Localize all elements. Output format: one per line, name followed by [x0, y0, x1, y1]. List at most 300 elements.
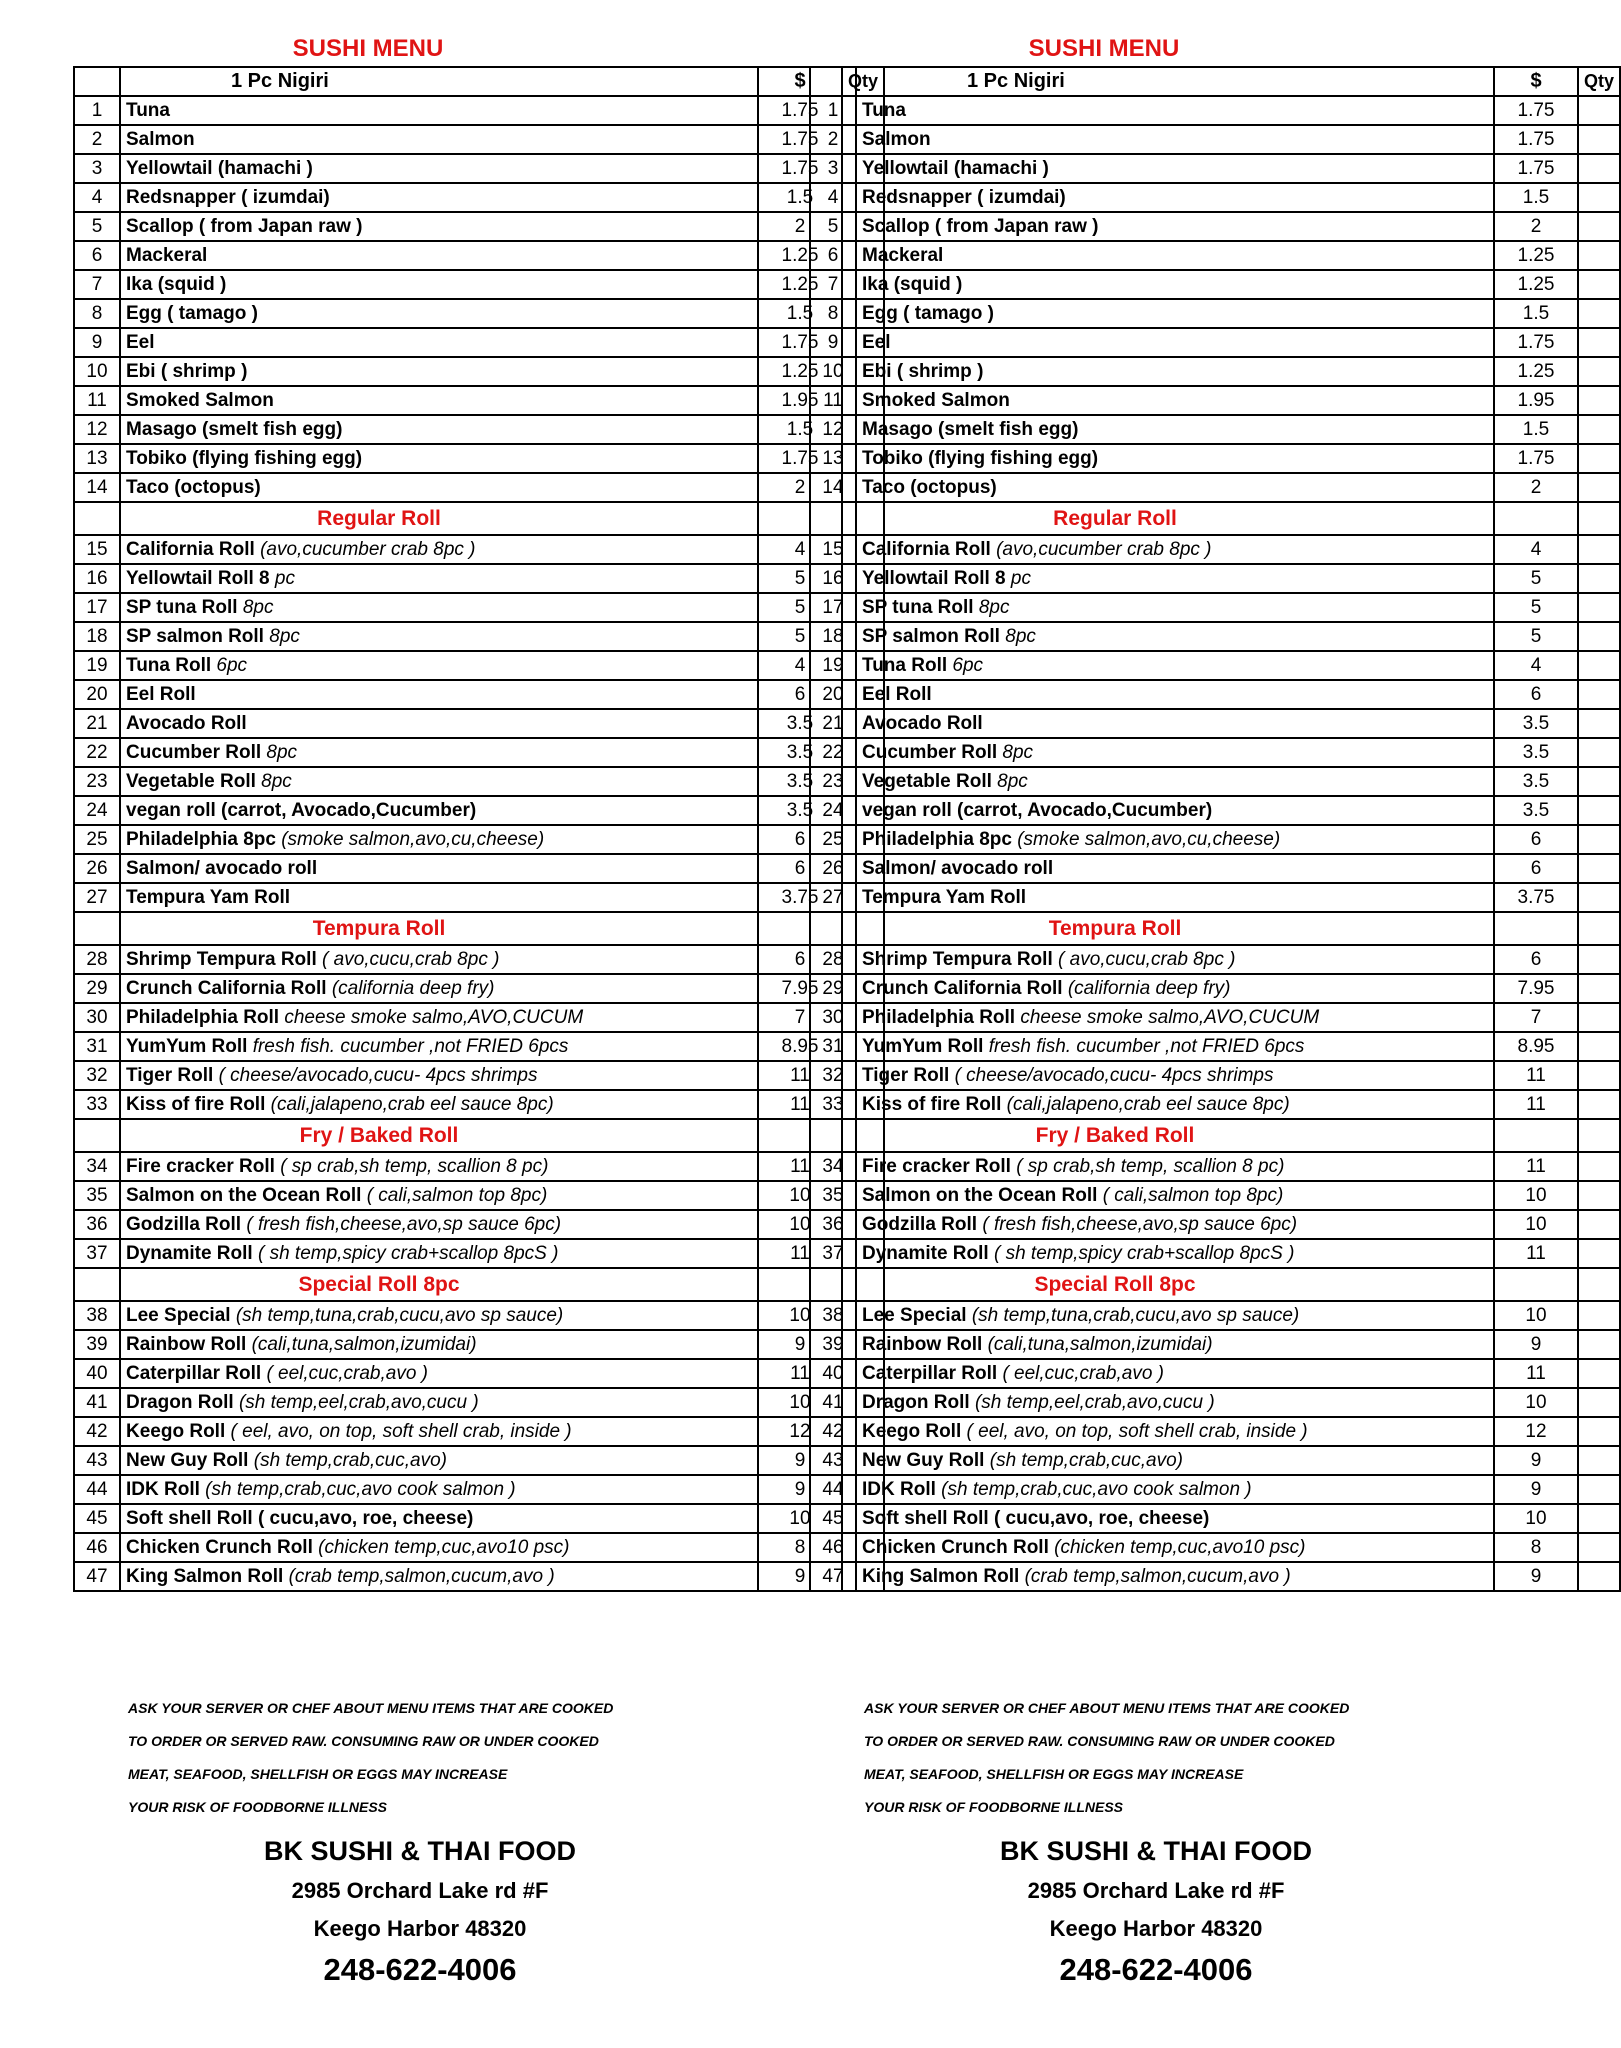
item-number: 34 [810, 1152, 856, 1181]
item-cell [856, 357, 1494, 386]
table-row [74, 651, 884, 680]
qty-cell[interactable] [1578, 1239, 1620, 1268]
item-price: 9 [1494, 1475, 1578, 1504]
item-number: 13 [74, 444, 120, 473]
table-row [74, 241, 884, 270]
item-price: 7 [1494, 1003, 1578, 1032]
table-row [810, 1359, 1620, 1388]
item-cell [856, 767, 1494, 796]
raw-food-notice [864, 1692, 1464, 1824]
item-number: 8 [810, 299, 856, 328]
qty-cell[interactable] [1578, 535, 1620, 564]
item-name: Salmon on the Ocean Roll [126, 1185, 362, 1206]
item-cell [120, 1032, 758, 1061]
table-row [810, 473, 1620, 502]
item-cell [856, 386, 1494, 415]
section-row [74, 1268, 884, 1301]
item-name: vegan roll (carrot, Avocado,Cucumber) [126, 800, 477, 821]
menu-title: SUSHI MENU [1028, 35, 1180, 62]
table-row [74, 622, 884, 651]
table-row [810, 386, 1620, 415]
item-cell [856, 825, 1494, 854]
item-price: 3.5 [758, 767, 842, 796]
item-cell [120, 328, 758, 357]
item-number: 16 [810, 564, 856, 593]
item-description: (sh temp,tuna,crab,cucu,avo sp sauce) [235, 1305, 564, 1326]
table-row [810, 183, 1620, 212]
item-price: 10 [1494, 1301, 1578, 1330]
item-cell [856, 1210, 1494, 1239]
qty-cell[interactable] [1578, 328, 1620, 357]
item-description: ( avo,cucu,crab 8pc ) [1058, 949, 1236, 970]
qty-cell[interactable] [1578, 796, 1620, 825]
qty-cell[interactable] [1578, 415, 1620, 444]
qty-cell[interactable] [1578, 1504, 1620, 1533]
section-label: Special Roll 8pc [1034, 1273, 1196, 1296]
qty-cell[interactable] [1578, 154, 1620, 183]
table-header-row [810, 67, 1620, 96]
section-heading [856, 1268, 1494, 1301]
item-name: Ebi ( shrimp ) [862, 361, 984, 382]
item-price: 10 [1494, 1181, 1578, 1210]
qty-cell[interactable] [1578, 241, 1620, 270]
item-name: Masago (smelt fish egg) [862, 419, 1079, 440]
item-description: ( cheese/avocado,cucu- 4pcs shrimps [954, 1065, 1274, 1086]
table-row [74, 444, 884, 473]
item-name: Egg ( tamago ) [126, 303, 258, 324]
item-price: 10 [1494, 1504, 1578, 1533]
item-number: 45 [810, 1504, 856, 1533]
item-name: Philadelphia Roll [126, 1007, 280, 1028]
item-description: 6pc [216, 655, 248, 676]
section-row [810, 502, 1620, 535]
item-number: 44 [74, 1475, 120, 1504]
item-description: 8pc [261, 771, 292, 792]
section-row [74, 502, 884, 535]
item-cell [856, 1562, 1494, 1591]
table-row [810, 622, 1620, 651]
item-price: 10 [758, 1504, 842, 1533]
item-price: 10 [1494, 1210, 1578, 1239]
item-name: Crunch California Roll [862, 978, 1063, 999]
item-name: Tempura Yam Roll [126, 887, 291, 908]
item-name: Crunch California Roll [126, 978, 327, 999]
item-number: 42 [74, 1417, 120, 1446]
item-name: SP tuna Roll [862, 597, 974, 618]
item-description: ( cheese/avocado,cucu- 4pcs shrimps [218, 1065, 538, 1086]
qty-cell[interactable] [1578, 945, 1620, 974]
item-cell [120, 241, 758, 270]
item-description: (sh temp,crab,cuc,avo cook salmon ) [941, 1479, 1252, 1500]
item-price: 10 [758, 1210, 842, 1239]
menu-column-right [809, 32, 1614, 1592]
qty-cell[interactable] [1578, 299, 1620, 328]
item-description: ( cali,salmon top 8pc) [1102, 1185, 1284, 1206]
qty-cell[interactable] [1578, 386, 1620, 415]
item-price: 11 [1494, 1359, 1578, 1388]
item-number: 6 [74, 241, 120, 270]
table-row [810, 1181, 1620, 1210]
item-name: YumYum Roll [126, 1036, 248, 1057]
item-price: 9 [1494, 1330, 1578, 1359]
table-row [810, 945, 1620, 974]
item-description: (crab temp,salmon,cucum,avo ) [1024, 1566, 1291, 1587]
section-heading [856, 912, 1494, 945]
qty-cell[interactable] [1578, 1152, 1620, 1181]
item-price: 12 [1494, 1417, 1578, 1446]
section-row [810, 1268, 1620, 1301]
qty-cell[interactable] [1578, 680, 1620, 709]
qty-cell[interactable] [1578, 1330, 1620, 1359]
table-row [74, 883, 884, 912]
item-price: 1.75 [758, 444, 842, 473]
qty-cell[interactable] [1578, 883, 1620, 912]
item-price: 4 [1494, 535, 1578, 564]
item-cell [856, 1417, 1494, 1446]
item-number: 7 [74, 270, 120, 299]
section-row [74, 912, 884, 945]
item-number: 41 [810, 1388, 856, 1417]
item-number: 14 [74, 473, 120, 502]
qty-cell[interactable] [1578, 622, 1620, 651]
item-name: Eel Roll [126, 684, 196, 705]
item-description: (sh temp,crab,cuc,avo) [253, 1450, 447, 1471]
item-description: 8pc [269, 626, 300, 647]
item-name: California Roll [126, 539, 255, 560]
item-name: Smoked Salmon [862, 390, 1010, 411]
item-name: Salmon/ avocado roll [126, 858, 318, 879]
item-description: ( sp crab,sh temp, scallion 8 pc) [280, 1156, 549, 1177]
qty-cell[interactable] [1578, 1032, 1620, 1061]
item-price: 11 [758, 1239, 842, 1268]
qty-cell[interactable] [1578, 357, 1620, 386]
qty-cell[interactable] [1578, 709, 1620, 738]
item-number: 46 [74, 1533, 120, 1562]
item-price: 10 [758, 1301, 842, 1330]
item-name: Godzilla Roll [862, 1214, 978, 1235]
qty-cell[interactable] [1578, 1417, 1620, 1446]
item-price: 12 [758, 1417, 842, 1446]
item-description: (cali,jalapeno,crab eel sauce 8pc) [270, 1094, 554, 1115]
table-row [810, 535, 1620, 564]
item-cell [120, 883, 758, 912]
item-cell [856, 1388, 1494, 1417]
item-price: 1.25 [758, 270, 842, 299]
item-description: cheese smoke salmo,AVO,CUCUM [1020, 1007, 1320, 1028]
item-description: (smoke salmon,avo,cu,cheese) [1017, 829, 1281, 850]
item-price: 6 [758, 945, 842, 974]
qty-cell[interactable] [1578, 96, 1620, 125]
item-price: 4 [758, 535, 842, 564]
table-row [810, 154, 1620, 183]
item-number: 37 [74, 1239, 120, 1268]
item-price: 9 [758, 1446, 842, 1475]
item-description: (cali,tuna,salmon,izumidai) [251, 1334, 477, 1355]
item-name: Avocado Roll [862, 713, 983, 734]
item-price: 11 [1494, 1061, 1578, 1090]
item-cell [856, 974, 1494, 1003]
item-number: 35 [74, 1181, 120, 1210]
item-number: 46 [810, 1533, 856, 1562]
item-name: Dragon Roll [862, 1392, 970, 1413]
item-name: Rainbow Roll [126, 1334, 247, 1355]
item-number: 38 [74, 1301, 120, 1330]
item-cell [120, 357, 758, 386]
item-number: 32 [810, 1061, 856, 1090]
item-cell [856, 1061, 1494, 1090]
item-price: 1.75 [758, 125, 842, 154]
item-cell [120, 1061, 758, 1090]
item-number: 27 [74, 883, 120, 912]
qty-cell[interactable] [1578, 473, 1620, 502]
qty-cell[interactable] [1578, 1533, 1620, 1562]
item-name: SP tuna Roll [126, 597, 238, 618]
item-number: 6 [810, 241, 856, 270]
notice-line: ASK YOUR SERVER OR CHEF ABOUT MENU ITEMS THAT ARE COOKED [864, 1700, 1350, 1716]
item-price: 11 [758, 1061, 842, 1090]
item-price: 5 [758, 564, 842, 593]
item-price: 6 [1494, 854, 1578, 883]
item-cell [856, 593, 1494, 622]
qty-cell[interactable] [1578, 270, 1620, 299]
item-number: 40 [74, 1359, 120, 1388]
item-name: California Roll [862, 539, 991, 560]
item-price: 1.75 [1494, 444, 1578, 473]
table-row [74, 183, 884, 212]
item-price: 1.5 [758, 183, 842, 212]
item-price: 9 [758, 1562, 842, 1591]
item-price: 7.95 [1494, 974, 1578, 1003]
table-row [74, 1330, 884, 1359]
item-name: Philadelphia 8pc [862, 829, 1012, 850]
qty-cell[interactable] [1578, 212, 1620, 241]
item-cell [856, 1533, 1494, 1562]
table-row [810, 1032, 1620, 1061]
item-price: 11 [1494, 1152, 1578, 1181]
qty-cell[interactable] [1578, 564, 1620, 593]
item-description: (sh temp,eel,crab,avo,cucu ) [238, 1392, 479, 1413]
table-row [74, 212, 884, 241]
qty-cell[interactable] [1578, 854, 1620, 883]
qty-cell[interactable] [1578, 825, 1620, 854]
item-cell [120, 1417, 758, 1446]
table-row [810, 1533, 1620, 1562]
qty-cell[interactable] [1578, 183, 1620, 212]
table-row [74, 738, 884, 767]
table-row [74, 593, 884, 622]
item-number: 11 [810, 386, 856, 415]
item-price: 1.75 [758, 328, 842, 357]
qty-cell[interactable] [1578, 767, 1620, 796]
item-number: 25 [74, 825, 120, 854]
item-number: 5 [810, 212, 856, 241]
table-row [74, 96, 884, 125]
item-description: (chicken temp,cuc,avo10 psc) [1054, 1537, 1306, 1558]
qty-cell[interactable] [1578, 1475, 1620, 1504]
item-price: 3.5 [1494, 796, 1578, 825]
qty-cell[interactable] [1578, 1090, 1620, 1119]
qty-cell[interactable] [1578, 1359, 1620, 1388]
item-name: Soft shell Roll ( cucu,avo, roe, cheese) [126, 1508, 474, 1529]
item-price: 9 [1494, 1562, 1578, 1591]
table-row [810, 974, 1620, 1003]
table-row [810, 1504, 1620, 1533]
notice-line: YOUR RISK OF FOODBORNE ILLNESS [128, 1799, 388, 1815]
section-heading [856, 502, 1494, 535]
price-header: $ [758, 67, 842, 96]
table-row [74, 1210, 884, 1239]
item-description: ( eel, avo, on top, soft shell crab, inside ) [966, 1421, 1308, 1442]
item-description: ( eel,cuc,crab,avo ) [266, 1363, 429, 1384]
item-number: 14 [810, 473, 856, 502]
table-row [810, 1475, 1620, 1504]
item-description: (avo,cucumber crab 8pc ) [996, 539, 1212, 560]
item-price: 9 [1494, 1446, 1578, 1475]
item-name: Ebi ( shrimp ) [126, 361, 248, 382]
section-row [810, 912, 1620, 945]
item-cell [856, 651, 1494, 680]
item-name: Yellowtail Roll 8 [126, 568, 270, 589]
item-name: Scallop ( from Japan raw ) [126, 216, 363, 237]
item-price: 1.5 [1494, 415, 1578, 444]
item-price: 1.25 [1494, 270, 1578, 299]
table-row [810, 796, 1620, 825]
qty-cell[interactable] [1578, 593, 1620, 622]
table-row [810, 651, 1620, 680]
item-number: 20 [74, 680, 120, 709]
item-number: 39 [810, 1330, 856, 1359]
business-phone: 248-622-4006 [323, 1952, 517, 1987]
item-number: 10 [810, 357, 856, 386]
qty-cell[interactable] [1578, 738, 1620, 767]
item-number: 23 [74, 767, 120, 796]
table-row [74, 415, 884, 444]
item-price: 1.75 [758, 154, 842, 183]
item-name: YumYum Roll [862, 1036, 984, 1057]
qty-cell[interactable] [1578, 1210, 1620, 1239]
item-number: 34 [74, 1152, 120, 1181]
item-cell [856, 1504, 1494, 1533]
item-number: 17 [810, 593, 856, 622]
item-price: 1.5 [1494, 183, 1578, 212]
item-number: 44 [810, 1475, 856, 1504]
qty-cell[interactable] [1578, 974, 1620, 1003]
item-number: 8 [74, 299, 120, 328]
item-description: (cali,jalapeno,crab eel sauce 8pc) [1006, 1094, 1290, 1115]
qty-cell[interactable] [1578, 125, 1620, 154]
item-price: 6 [1494, 680, 1578, 709]
item-number: 21 [74, 709, 120, 738]
table-row [74, 1504, 884, 1533]
item-description: (sh temp,eel,crab,avo,cucu ) [974, 1392, 1215, 1413]
item-number: 22 [810, 738, 856, 767]
item-number: 24 [74, 796, 120, 825]
table-row [74, 825, 884, 854]
item-price: 9 [758, 1330, 842, 1359]
item-cell [120, 125, 758, 154]
item-number: 20 [810, 680, 856, 709]
qty-cell[interactable] [1578, 444, 1620, 473]
item-cell [120, 270, 758, 299]
item-description: (sh temp,crab,cuc,avo) [989, 1450, 1183, 1471]
qty-cell[interactable] [1578, 1003, 1620, 1032]
table-row [74, 796, 884, 825]
item-number: 33 [810, 1090, 856, 1119]
item-name: Smoked Salmon [126, 390, 274, 411]
item-cell [120, 473, 758, 502]
section-row [74, 1119, 884, 1152]
table-row [810, 593, 1620, 622]
item-price: 1.5 [758, 299, 842, 328]
item-cell [120, 1301, 758, 1330]
item-number: 47 [74, 1562, 120, 1591]
qty-cell[interactable] [1578, 1562, 1620, 1591]
table-row [810, 1562, 1620, 1591]
table-row [74, 854, 884, 883]
table-row [74, 386, 884, 415]
item-number: 1 [810, 96, 856, 125]
item-cell [856, 622, 1494, 651]
notice-line: MEAT, SEAFOOD, SHELLFISH OR EGGS MAY INCREASE [128, 1766, 508, 1782]
qty-cell[interactable] [1578, 1388, 1620, 1417]
item-cell [856, 1003, 1494, 1032]
item-number: 43 [810, 1446, 856, 1475]
item-name: Keego Roll [862, 1421, 962, 1442]
item-cell [856, 945, 1494, 974]
item-cell [856, 1301, 1494, 1330]
table-row [810, 125, 1620, 154]
item-cell [120, 593, 758, 622]
item-number: 39 [74, 1330, 120, 1359]
item-name: Shrimp Tempura Roll [126, 949, 317, 970]
qty-cell[interactable] [1578, 1301, 1620, 1330]
item-cell [120, 1239, 758, 1268]
item-description: ( sh temp,spicy crab+scallop 8pcS ) [993, 1243, 1295, 1264]
item-number: 15 [810, 535, 856, 564]
item-number: 22 [74, 738, 120, 767]
raw-food-notice [128, 1692, 728, 1824]
item-name: Kiss of fire Roll [862, 1094, 1002, 1115]
item-name: Chicken Crunch Roll [862, 1537, 1049, 1558]
qty-cell[interactable] [1578, 1061, 1620, 1090]
item-name: IDK Roll [126, 1479, 200, 1500]
qty-cell[interactable] [1578, 651, 1620, 680]
table-row [810, 1090, 1620, 1119]
section-label: Fry / Baked Roll [299, 1124, 459, 1147]
item-price: 3.5 [1494, 767, 1578, 796]
item-name: Redsnapper ( izumdai) [126, 187, 330, 208]
section-heading [120, 1268, 758, 1301]
table-row [74, 1388, 884, 1417]
qty-cell[interactable] [1578, 1181, 1620, 1210]
section-label: Tempura Roll [1048, 917, 1182, 940]
table-row [810, 96, 1620, 125]
item-number: 47 [810, 1562, 856, 1591]
item-number: 26 [74, 854, 120, 883]
qty-cell[interactable] [1578, 1446, 1620, 1475]
item-cell [856, 1330, 1494, 1359]
table-row [810, 444, 1620, 473]
item-cell [856, 270, 1494, 299]
item-cell [120, 738, 758, 767]
item-number: 13 [810, 444, 856, 473]
item-description: ( eel, avo, on top, soft shell crab, inside ) [230, 1421, 572, 1442]
table-row [810, 680, 1620, 709]
item-name: Cucumber Roll [862, 742, 998, 763]
item-price: 6 [758, 825, 842, 854]
item-description: fresh fish. cucumber ,not FRIED 6pcs [988, 1036, 1305, 1057]
item-name: Caterpillar Roll [126, 1363, 262, 1384]
